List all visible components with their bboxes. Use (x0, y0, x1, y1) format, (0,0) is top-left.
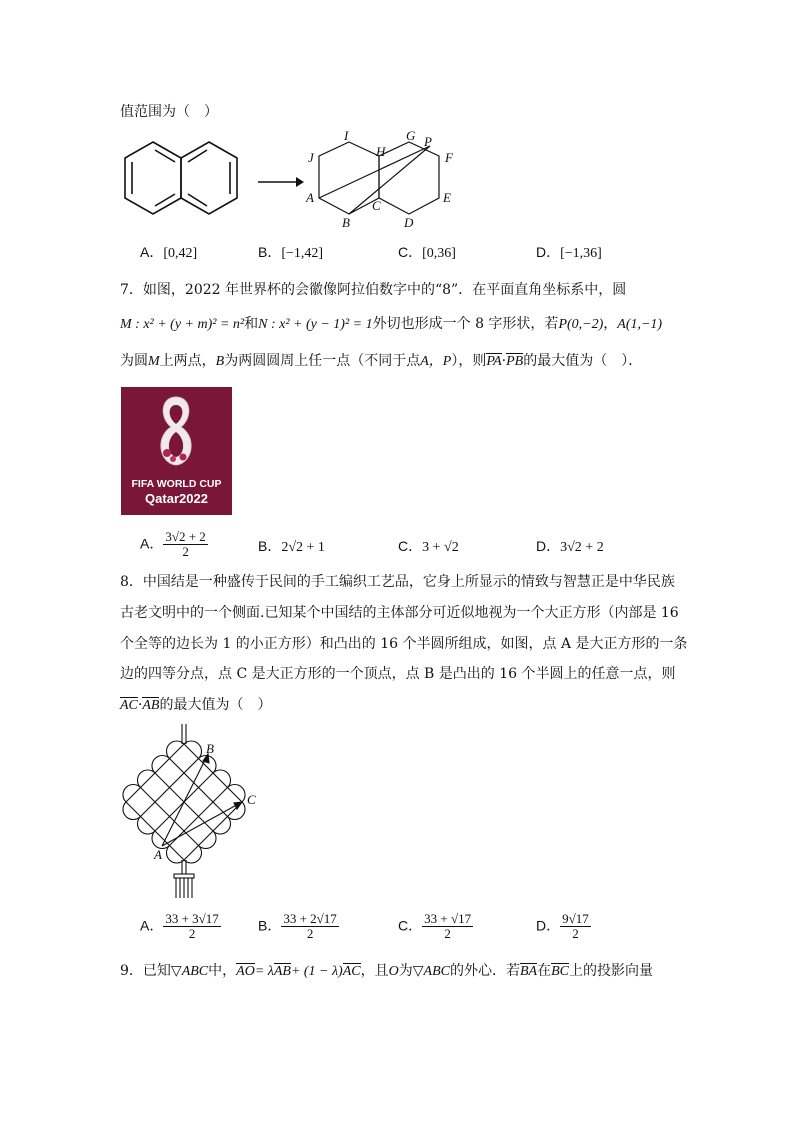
q8-line-3: 个全等的边长为 1 的小正方形）和凸出的 16 个半圆所组成，如图，点 A 是大正方形的一条 (120, 636, 688, 652)
q8-line-2: 古老文明中的一个侧面.已知某个中国结的主体部分可近似地视为一个大正方形（内部是 16 (120, 605, 679, 621)
trophy-emblem (121, 387, 232, 477)
q6-tail-text: 值范围为（ ） (120, 104, 218, 120)
label-B: B (206, 741, 214, 756)
label-A: A (306, 190, 314, 205)
q8-option-d[interactable]: D． $\frac{9√17}{2}$ (536, 911, 589, 941)
q8-option-c[interactable]: C． $\frac{33 + √17}{2}$ (398, 911, 472, 941)
q6-option-d[interactable]: D．[−1,36] (536, 244, 602, 261)
logo-title: FIFA WORLD CUP (131, 478, 222, 490)
chinese-knot-figure (118, 722, 268, 902)
q7-option-a[interactable]: A． $\frac{3√2 + 2}{2}$ (140, 529, 206, 559)
q8-line-1: 8．中国结是一种盛传于民间的手工编织工艺品，它身上所显示的情致与智慧正是中华民族 (120, 574, 675, 590)
q7-option-d[interactable]: D．3√2 + 2 (536, 538, 604, 555)
q7-line-1: 7．如图，2022 年世界杯的会徽像阿拉伯数字中的“8”．在平面直角坐标系中，圆 (120, 282, 627, 298)
label-I: I (344, 128, 349, 143)
label-H: H (376, 144, 386, 159)
label-E: E (443, 190, 451, 205)
world-cup-logo (121, 387, 232, 515)
label-B: B (342, 215, 350, 230)
label-F: F (445, 150, 453, 165)
label-A: A (154, 847, 162, 862)
label-G: G (406, 128, 416, 143)
q6-option-c[interactable]: C．[0,36] (398, 244, 456, 261)
q7-line-3: 为圆M上两点，B为两圆圆周上任一点（不同于点A，P），则PA·PB的最大值为（ ）． (120, 351, 642, 372)
q6-option-b[interactable]: B．[−1,42] (258, 244, 324, 261)
logo-subtitle: Qatar2022 (145, 491, 208, 506)
ring-right (181, 142, 237, 214)
q9-line-1: 9．已知▽ABC中，AO= λAB+ (1 − λ)AC，且O为▽ABC的外心．若BA在BC上的投影向量 (120, 961, 653, 982)
q8-line-4: 边的四等分点，点 C 是大正方形的一个顶点，点 B 是凸出的 16 个半圆上的任意一点，则 (120, 666, 676, 682)
naphthalene-figure (115, 128, 265, 228)
q7-option-c[interactable]: C．3 + √2 (398, 538, 459, 555)
q8-option-b[interactable]: B． $\frac{33 + 2√17}{2}$ (258, 911, 337, 941)
label-C: C (372, 198, 381, 213)
q7-option-b[interactable]: B．2√2 + 1 (258, 538, 325, 555)
q8-option-a[interactable]: A． $\frac{33 + 3√17}{2}$ (140, 911, 219, 941)
double-hexagon-figure (300, 126, 470, 236)
label-J: J (308, 150, 314, 165)
q8-line-5: AC·AB的最大值为（ ） (120, 695, 271, 716)
label-C: C (247, 792, 256, 807)
ring-left (125, 142, 181, 214)
q6-option-a[interactable]: A．[0,42] (140, 244, 198, 261)
arrow-icon (256, 175, 306, 189)
q7-line-2: M : x² + (y + m)² = n²和N : x² + (y − 1)² = 1外切也形成一个 8 字形状，若P(0,−2)，A(1,−1) (120, 316, 663, 332)
label-P: P (424, 134, 432, 149)
label-D: D (404, 215, 414, 230)
